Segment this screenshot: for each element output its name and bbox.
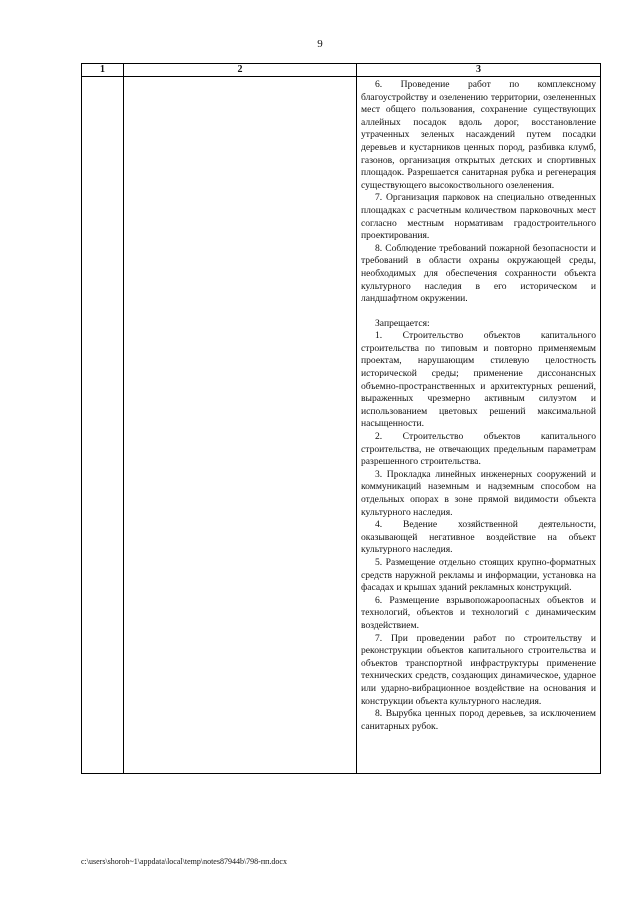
paragraph-item: 7. Организация парковок на специально отведенных площадках с расчетным количеством парковочных мест согласно местным нормативам градостроительного проектирования. — [361, 192, 596, 242]
column-1-cell — [82, 77, 124, 774]
paragraph-item: 3. Прокладка линейных инженерных сооружений и коммуникаций наземным и надземным способом на отдельных опорах в зоне прямой видимости объекта культурного наследия. — [361, 468, 596, 518]
paragraph-item: 1. Строительство объектов капитального строительства по типовым и повторно применяемым проектам, нарушающим стилевую целостность исторической среды; применение диссонансных объемно-пространственных и архитектурных решений, выраженных чрезмерно активным силуэтом и использованием цветовых решений максимальной насыщенности. — [361, 330, 596, 430]
paragraph-item: 5. Размещение отдельно стоящих крупно-форматных средств наружной рекламы и информации, установка на фасадах и крышах зданий рекламных конструкций. — [361, 556, 596, 594]
prohibited-heading: Запрещается: — [375, 317, 430, 329]
column-header-1: 1 — [82, 64, 124, 77]
page-number: 9 — [317, 38, 323, 50]
paragraph-item: 2. Строительство объектов капитального строительства, не отвечающих предельным параметрам разрешенного строительства. — [361, 431, 596, 468]
column-3-cell — [357, 77, 601, 774]
paragraph-item: 6. Проведение работ по комплексному благоустройству и озеленению территории, озелененных мест общего пользования, сохранение существующих аллейных посадок вдоль дорог, восстановление утраченных зеленых насаждений путем посадки деревьев и кустарников ценных пород, разбивка клумб, газонов, организация открытых детских и спортивных площадок. Разрешается санитарная рубка и регенерация существующего высокоствольного озеленения. — [361, 79, 596, 191]
table-header-row — [82, 64, 601, 77]
table-row — [82, 77, 601, 774]
paragraph-item: 8. Вырубка ценных пород деревьев, за исключением санитарных рубок. — [361, 708, 596, 732]
paragraph-item: 6. Размещение взрывопожароопасных объектов и технологий, объектов и технологий с динамическим воздействием. — [361, 594, 596, 631]
paragraph-item: 8. Соблюдение требований пожарной безопасности и требований в области охраны окружающей среды, необходимых для обеспечения сохранности объекта культурного наследия в его историческом и ландшафтном окружении. — [361, 242, 596, 305]
column-header-3: 3 — [357, 64, 601, 77]
column-header-2: 2 — [124, 64, 357, 77]
content-table — [81, 63, 601, 774]
paragraph-item: 4. Ведение хозяйственной деятельности, оказывающей негативное воздействие на объект культурного наследия. — [361, 519, 596, 556]
paragraph-item: 7. При проведении работ по строительству и реконструкции объектов капитального строительства и объектов транспортной инфраструктуры применение технических средств, создающих динамическое, ударное или ударно-вибрационное воздействие на основания и конструкции объекта культурного наследия. — [361, 632, 596, 707]
column-2-cell — [124, 77, 357, 774]
file-path-footer: c:\users\shoroh~1\appdata\local\temp\notes87944b\798-пп.docx — [81, 857, 287, 866]
